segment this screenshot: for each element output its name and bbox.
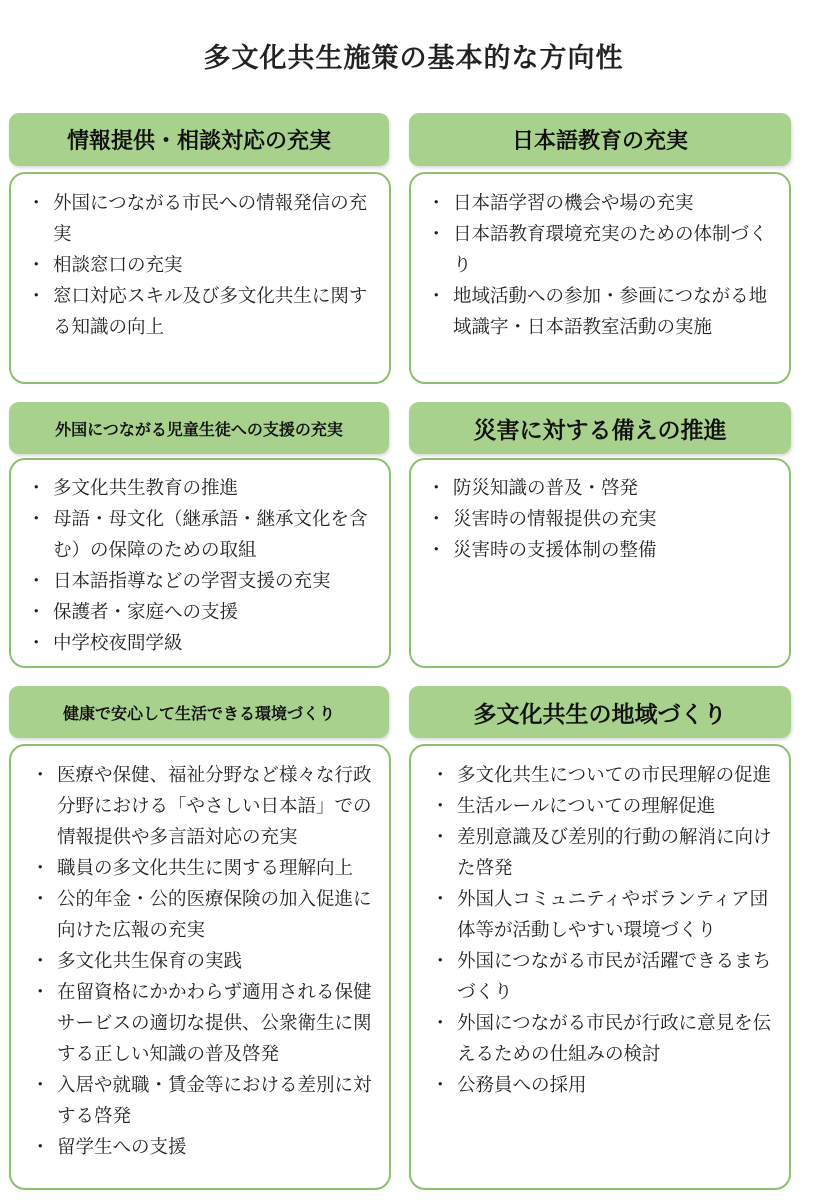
list-item: ・ 災害時の情報提供の充実 xyxy=(431,504,775,535)
list-item: ・ 多文化共生についての市民理解の促進 xyxy=(435,760,775,791)
section-box-information xyxy=(9,172,391,384)
section-heading-information: 情報提供・相談対応の充実 xyxy=(9,113,389,166)
list-item: ・ 相談窓口の充実 xyxy=(31,250,373,281)
list-item: ・ 日本語指導などの学習支援の充実 xyxy=(31,566,375,597)
list-item: ・ 母語・母文化（継承語・継承文化を含む）の保障のための取組 xyxy=(31,504,375,566)
page-title: 多文化共生施策の基本的な方向性 xyxy=(203,43,624,74)
section-box-japanese-education xyxy=(409,172,791,384)
list-item: ・ 日本語教育環境充実のための体制づくり xyxy=(431,219,775,281)
list-item: ・ 外国につながる市民への情報発信の充実 xyxy=(31,188,373,250)
list-item: ・ 職員の多文化共生に関する理解向上 xyxy=(35,853,375,884)
list-item: ・ 地域活動への参加・参画につながる地域識字・日本語教室活動の実施 xyxy=(431,281,775,343)
list-item: ・ 外国につながる市民が行政に意見を伝えるための仕組みの検討 xyxy=(435,1008,775,1070)
list-item: ・ 日本語学習の機会や場の充実 xyxy=(431,188,775,219)
section-box-health xyxy=(9,744,391,1190)
section-heading-japanese-education: 日本語教育の充実 xyxy=(409,113,791,166)
list-item: ・ 災害時の支援体制の整備 xyxy=(431,535,775,566)
section-heading-health: 健康で安心して生活できる環境づくり xyxy=(9,686,389,738)
list-item: ・ 入居や就職・賃金等における差別に対する啓発 xyxy=(35,1070,375,1132)
list-item: ・ 留学生への支援 xyxy=(35,1132,375,1163)
section-box-disaster xyxy=(409,458,791,668)
list-item: ・ 公務員への採用 xyxy=(435,1070,775,1101)
list-item: ・ 防災知識の普及・啓発 xyxy=(431,473,775,504)
list-item: ・ 公的年金・公的医療保険の加入促進に向けた広報の充実 xyxy=(35,884,375,946)
list-item: ・ 保護者・家庭への支援 xyxy=(31,597,375,628)
list-item: ・ 中学校夜間学級 xyxy=(31,628,375,659)
list-item: ・ 多文化共生保育の実践 xyxy=(35,946,375,977)
section-heading-disaster: 災害に対する備えの推進 xyxy=(409,402,791,454)
list-item: ・ 外国につながる市民が活躍できるまちづくり xyxy=(435,946,775,1008)
list-item: ・ 医療や保健、福祉分野など様々な行政分野における「やさしい日本語」での情報提供や多言語対応の充実 xyxy=(35,760,375,853)
section-box-children-support xyxy=(9,458,391,668)
list-item: ・ 多文化共生教育の推進 xyxy=(31,473,375,504)
section-heading-community: 多文化共生の地域づくり xyxy=(409,686,791,738)
list-item: ・ 生活ルールについての理解促進 xyxy=(435,791,775,822)
section-heading-children-support: 外国につながる児童生徒への支援の充実 xyxy=(9,402,389,454)
list-item: ・ 窓口対応スキル及び多文化共生に関する知識の向上 xyxy=(31,281,373,343)
section-box-community xyxy=(409,744,791,1190)
list-item: ・ 差別意識及び差別的行動の解消に向けた啓発 xyxy=(435,822,775,884)
list-item: ・ 外国人コミュニティやボランティア団体等が活動しやすい環境づくり xyxy=(435,884,775,946)
list-item: ・ 在留資格にかかわらず適用される保健サービスの適切な提供、公衆衛生に関する正しい知識の普及啓発 xyxy=(35,977,375,1070)
